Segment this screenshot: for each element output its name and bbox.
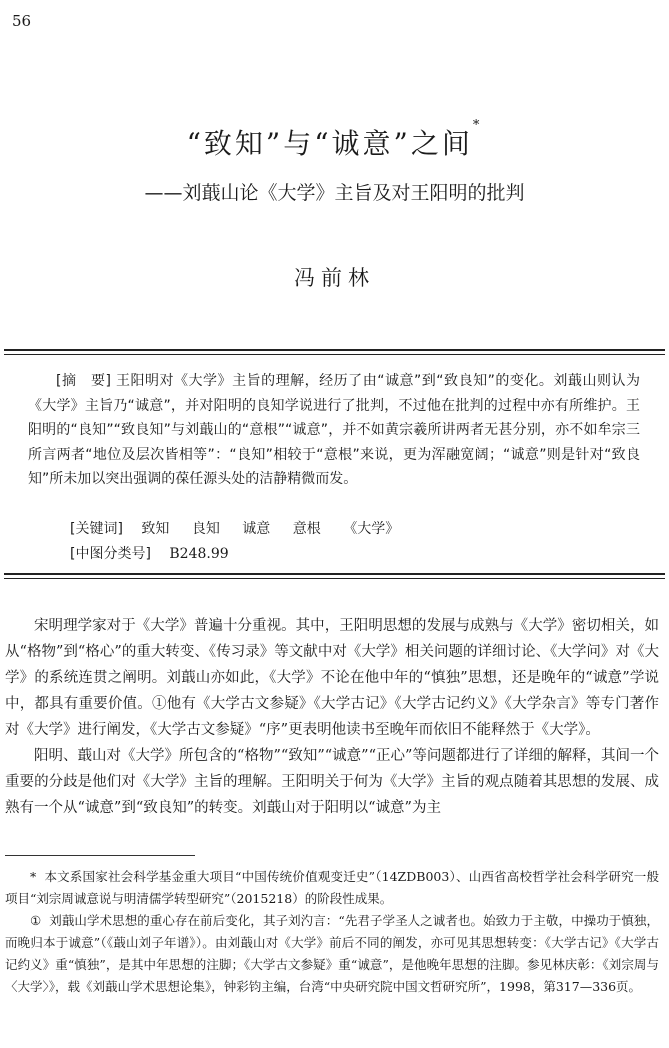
footnote-mark: * bbox=[30, 869, 37, 884]
footnote bbox=[5, 866, 659, 910]
title-text: “致知”与“诚意”之间 bbox=[186, 127, 473, 160]
abstract-bottom-rule bbox=[4, 573, 665, 579]
footnote-separator bbox=[5, 855, 195, 856]
abstract-block bbox=[28, 369, 640, 492]
keyword: 意根 bbox=[292, 521, 321, 537]
body-text bbox=[5, 613, 659, 821]
footnote-text: 刘蕺山学术思想的重心存在前后变化，其子刘汋言：“先君子学圣人之诚者也。始致力于主敬，中操功于慎独，而晚归本于诚意”（《蕺山刘子年谱》）。由刘蕺山对《大学》前后不同的阐发，亦可见其思想转变：《大学古记》《大学古记约义》重“慎独”，是其中年思想的注脚；《大学古文参疑》重“诚意”，是他晚年思想的注脚。参见林庆彰：《刘宗周与〈大学〉》，载《刘蕺山学术思想论集》，钟彩钧主编，台湾“中央研究院中国文哲研究所”，1998，第317—336页。 bbox=[5, 913, 659, 994]
keywords-label: [关键词] bbox=[70, 521, 123, 537]
keyword: 诚意 bbox=[242, 521, 271, 537]
keyword: 良知 bbox=[191, 521, 220, 537]
author-name: 冯前林 bbox=[294, 266, 375, 290]
title-footnote-mark: * bbox=[472, 118, 483, 133]
classification-value: B248.99 bbox=[169, 546, 229, 562]
body-paragraph: 宋明理学家对于《大学》普遍十分重视。其中，王阳明思想的发展与成熟与《大学》密切相关，如从“格物”到“格心”的重大转变、《传习录》等文献中对《大学》相关问题的详细讨论、《大学问》对《大学》的系统连贯之阐明。刘蕺山亦如此，《大学》不论在他中年的“慎独”思想，还是晚年的“诚意”学说中，都具有重要价值。①他有《大学古文参疑》《大学古记》《大学古记约义》《大学杂言》等专门著作对《大学》进行阐发，《大学古文参疑》“序”更表明他读书至晚年而依旧不能释然于《大学》。 bbox=[5, 618, 659, 738]
page-number: 56 bbox=[12, 12, 32, 30]
article-subtitle: ——刘蕺山论《大学》主旨及对王阳明的批判 bbox=[144, 182, 525, 204]
article-title bbox=[0, 118, 669, 162]
keyword: 致知 bbox=[141, 521, 170, 537]
classification-label: [中图分类号] bbox=[70, 546, 151, 562]
abstract-top-rule bbox=[4, 349, 665, 355]
keyword: 《大学》 bbox=[343, 521, 400, 537]
footnote-text: 本文系国家社会科学基金重大项目“中国传统价值观变迁史”（14ZDB003）、山西省高校哲学社会科学研究一般项目“刘宗周诚意说与明清儒学转型研究”（2015218）的阶段性成果。 bbox=[5, 869, 659, 906]
abstract-text: 王阳明对《大学》主旨的理解，经历了由“诚意”到“致良知”的变化。刘蕺山则认为《大学》主旨乃“诚意”，并对阳明的良知学说进行了批判，不过他在批判的过程中亦有所维护。王阳明的“良知”“致良知”与刘蕺山的“意根”“诚意”，并不如黄宗羲所讲两者无甚分别，亦不如牟宗三所言两者“地位及层次皆相等”：“良知”相较于“意根”来说，更为浑融宽阔；“诚意”则是针对“致良知”所未加以突出强调的葆任源头处的洁静精微而发。 bbox=[28, 373, 640, 487]
footnote bbox=[5, 910, 659, 998]
body-paragraph: 阳明、蕺山对《大学》所包含的“格物”“致知”“诚意”“正心”等问题都进行了详细的解释，其间一个重要的分歧是他们对《大学》主旨的理解。王阳明关于何为《大学》主旨的观点随着其思想的发展、成熟有一个从“诚意”到“致良知”的转变。刘蕺山对于阳明以“诚意”为主 bbox=[5, 748, 659, 816]
classification-line bbox=[70, 543, 229, 563]
footnotes bbox=[5, 866, 659, 998]
footnote-mark: ① bbox=[30, 913, 42, 928]
abstract-label: [摘 要] bbox=[56, 373, 111, 389]
keywords-line bbox=[70, 518, 417, 538]
